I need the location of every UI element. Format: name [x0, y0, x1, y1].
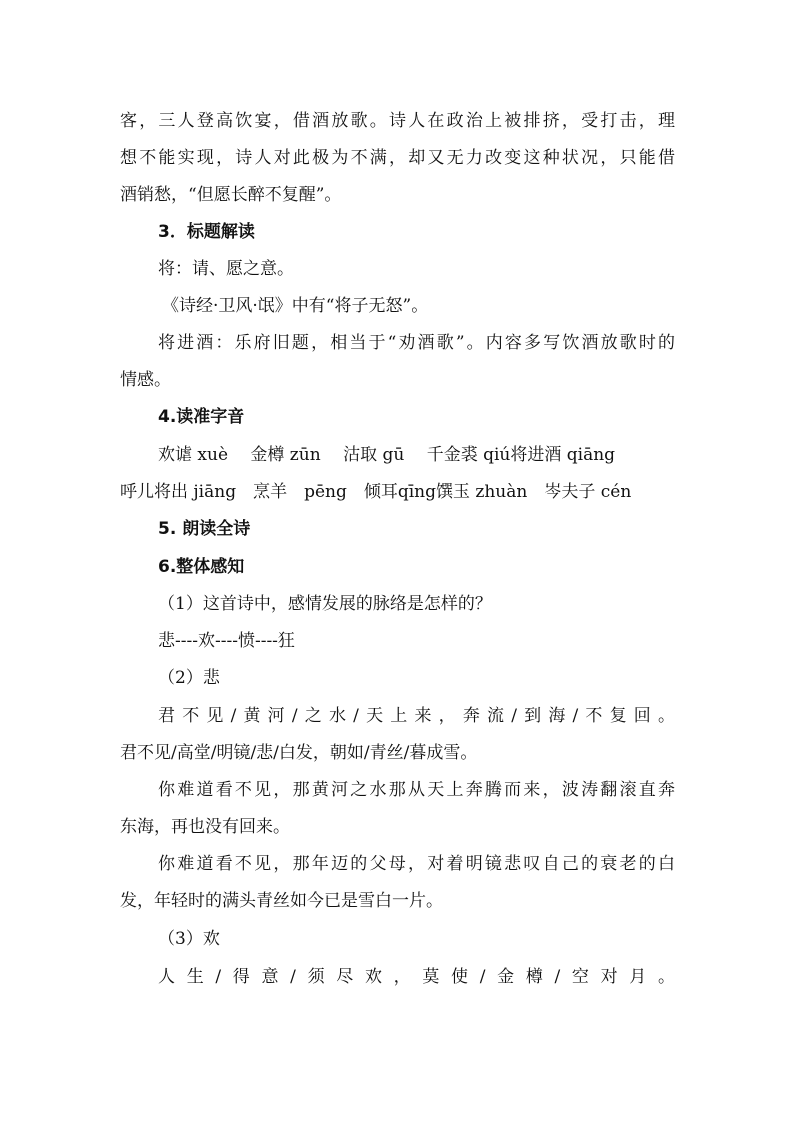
emotion-sequence: 悲----欢----愤----狂: [158, 631, 295, 651]
subheading-sorrow: （2）悲: [158, 668, 220, 688]
translation-2-line-1: 你难道看不见，那年迈的父母，对着明镜悲叹自己的衰老的白: [158, 854, 675, 874]
pronunciation-line-1: 欢谑 xuè 金樽 zūn 沽取 gū 千金裘 qiú将进酒 qiāng: [158, 445, 616, 465]
paragraph-line-2: 想不能实现，诗人对此极为不满，却又无力改变这种状况，只能借: [120, 148, 675, 168]
quote-shijing: 《诗经·卫风·氓》中有“将子无怒”。: [162, 296, 429, 316]
definition-jiangjinjiu-line-1: 将进酒：乐府旧题，相当于“劝酒歌”。内容多写饮酒放歌时的: [158, 333, 675, 353]
pronunciation-line-2: 呼儿将出 jiāng 烹羊 pēng 倾耳qīng馔玉 zhuàn 岑夫子 cén: [120, 482, 632, 502]
definition-jiangjinjiu-line-2: 情感。: [120, 370, 171, 390]
subheading-joy: （3）欢: [158, 929, 220, 949]
section-heading-6: 6.整体感知: [158, 557, 245, 577]
definition-jiang: 将：请、愿之意。: [158, 259, 294, 279]
paragraph-line-3: 酒销愁，“但愿长醉不复醒”。: [120, 185, 342, 205]
section-heading-3: 3．标题解读: [158, 222, 255, 242]
section-heading-5: 5. 朗读全诗: [158, 519, 251, 539]
translation-1-line-1: 你难道看不见，那黄河之水那从天上奔腾而来，波涛翻滚直奔: [158, 780, 675, 800]
translation-1-line-2: 东海，再也没有回来。: [120, 817, 290, 837]
paragraph-line-1: 客，三人登高饮宴，借酒放歌。诗人在政治上被排挤，受打击，理: [120, 111, 675, 131]
question-1: （1）这首诗中，感情发展的脉络是怎样的？: [158, 594, 492, 614]
poem-line-2: 君不见/高堂/明镜/悲/白发，朝如/青丝/暮成雪。: [120, 743, 478, 763]
poem-line-3: 人生/得意/须尽欢，莫使/金樽/空对月。: [158, 967, 675, 987]
poem-line-1: 君不见/黄河/之水/天上来，奔流/到海/不复回。: [158, 706, 675, 726]
translation-2-line-2: 发，年轻时的满头青丝如今已是雪白一片。: [120, 891, 443, 911]
section-heading-4: 4.读准字音: [158, 407, 245, 427]
